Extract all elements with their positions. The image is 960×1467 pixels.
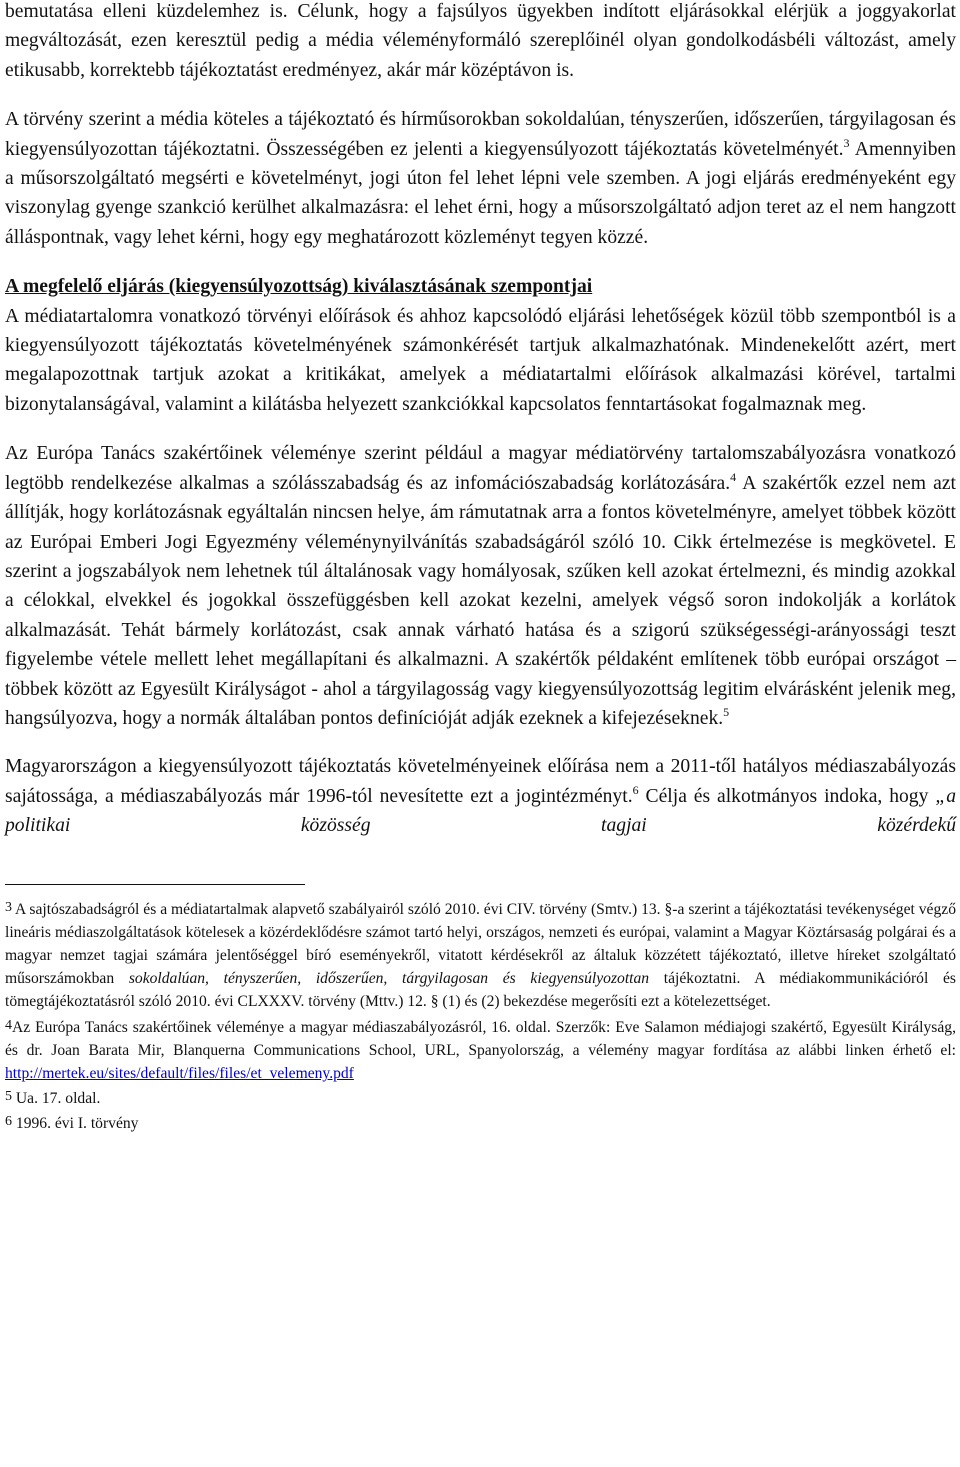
paragraph-hungary — [5, 752, 956, 840]
footnote-5 — [5, 1085, 956, 1110]
footnote-6 — [5, 1110, 956, 1135]
paragraph-criteria: A médiatartalomra vonatkozó törvényi előírások és ahhoz kapcsolódó eljárási lehetőségek közül több szempontból is a kiegyensúlyozott tájékoztatás követelményének számonkérését tartjuk alkalmazhatónak. Mindenekelőtt azért, mert megalapozottnak tartjuk azokat a kritikákat, amelyek a médiatartalmi előírások alkalmazási körével, tartalmi bizonytalanságával, valamint a kilátásba helyezett szankciókkal kapcsolatos fenntartásokat fogalmaznak meg. — [5, 305, 956, 415]
paragraph-text: Célja és alkotmányos indoka, hogy — [638, 785, 936, 807]
footnote-number: 3 — [5, 899, 12, 915]
section-heading: A megfelelő eljárás (kiegyensúlyozottság) kiválasztásának szempontjai — [5, 276, 593, 298]
paragraph-council-of-europe — [5, 439, 956, 733]
footnotes — [5, 896, 956, 1136]
paragraph-text: Magyarországon a kiegyensúlyozott tájékoztatás követelményeinek előírása nem a 2011-től hatályos médiaszabályozás sajátossága, a médiaszabályozás már 1996-tól nevesítette ezt a jogintézményt. — [5, 756, 956, 807]
footnote-4 — [5, 1014, 956, 1086]
footnote-text: tájékoztatni. A médiakommunikációról és tömegtájékoztatásról szóló 2010. évi CLXXXV. törvény (Mttv.) 12. § (1) és (2) bekezdése megerősíti ezt a kötelezettséget. — [5, 970, 956, 1011]
footnote-text: Az Európa Tanács szakértőinek véleménye a magyar médiaszabályozásról, 16. oldal. Szerzők: Eve Salamon médiajogi szakértő, Egyesült Királyság, és dr. Joan Barata Mir, Blanquerna Communications School, URL, Spanyolország, a vélemény magyar fordítása az alábbi linken érhető el: — [5, 1018, 956, 1059]
footnote-number: 4 — [5, 1017, 12, 1033]
paragraph-balanced-information — [5, 105, 956, 252]
footnote-text: A sajtószabadságról és a médiatartalmak alapvető szabályairól szóló 2010. évi CIV. törvény (Smtv.) 13. §-a szerint a tájékoztatási tevékenységet végző lineáris médiaszolgáltatások kötelesek a közérdeklődésre számot tartó helyi, országos, nemzeti és európai, valamint a Magyar Köztársaság polgárai és a magyar nemzet tagjai számára jelentőséggel bíró eseményekről, vitatott kérdésekről az általuk közzétett tájékoztató, illetve híreket szolgáltató műsorszámokban — [5, 900, 956, 988]
footnote-ref-4[interactable]: 4 — [730, 469, 737, 484]
document-page — [5, 0, 956, 1136]
paragraph-intro: bemutatása elleni küzdelemhez is. Célunk, hogy a fajsúlyos ügyekben indított eljárásokkal elérjük a joggyakorlat megváltozását, ezen keresztül pedig a média véleményformáló szereplőinél olyan gondolkodásbéli változást, amely etikusabb, korrektebb tájékoztatást eredményez, akár már középtávon is. — [5, 1, 956, 81]
footnote-number: 5 — [5, 1089, 12, 1105]
footnote-link[interactable]: http://mertek.eu/sites/default/files/files/et_velemeny.pdf — [5, 1064, 354, 1082]
footnote-italic-text: sokoldalúan, tényszerűen, időszerűen, tárgyilagosan és kiegyensúlyozottan — [128, 970, 650, 988]
paragraph-text: A szakértők ezzel nem azt állítják, hogy korlátozásnak egyáltalán nincsen helye, ám rámutatnak arra a fontos követelményre, amelyet többek között az Európai Emberi Jogi Egyezmény véleménynyilvánítás szabadságáról szóló 10. Cikk értelmezése is megkövetel. E szerint a jogszabályok nem lehetnek túl általánosak vagy homályosak, szűken kell azokat értelmezni, és mindig azokkal a célokkal, elvekkel és jogokkal összefüggésben kell azokat kezelni, amelyek végső soron indokolják a korlátok alkalmazását. Tehát bármely korlátozást, csak annak várható hatása és a szigorú szükségességi-arányossági teszt figyelembe vétele mellett lehet megállapítani és alkalmazni. A szakértők példaként említenek több európai országot – többek között az Egyesült Királyságot - ahol a tárgyilagosság vagy kiegyensúlyozottság legitim elvárásként jelenik meg, hangsúlyozva, hogy a normák általában pontos definícióját adják ezeknek a kifejezéseknek. — [5, 472, 957, 729]
footnote-3 — [5, 896, 956, 1014]
footnote-text: 1996. évi I. törvény — [12, 1115, 139, 1133]
footnote-ref-5[interactable]: 5 — [723, 704, 730, 719]
footnote-separator — [5, 884, 305, 885]
paragraph-text: A törvény szerint a média köteles a tájékoztató és hírműsorokban sokoldalúan, tényszerűen, időszerűen, tárgyilagosan és kiegyensúlyozottan tájékoztatni. Összességében ez jelenti a kiegyensúlyozott tájékoztatás követelményét. — [5, 109, 956, 160]
paragraph-text: Az Európa Tanács szakértőinek véleménye szerint például a magyar médiatörvény tartalomszabályozásra vonatkozó legtöbb rendelkezése alkalmas a szólásszabadság és az infomációszabadság korlátozására. — [5, 443, 956, 494]
footnote-text: Ua. 17. oldal. — [12, 1090, 101, 1108]
footnote-number: 6 — [5, 1114, 12, 1130]
footnote-ref-3[interactable]: 3 — [843, 135, 850, 150]
paragraph-text: Amennyiben a műsorszolgáltató megsérti e követelményt, jogi úton fel lehet lépni vele szemben. A jogi eljárás eredményeként egy viszonylag gyenge szankció kerülhet alkalmazásra: el lehet érni, hogy a műsorszolgáltató adjon teret az el nem hangzott álláspontnak, vagy lehet kérni, hogy egy meghatározott közleményt tegyen közzé. — [5, 138, 956, 248]
quoted-text: „a politikai közösség tagjai közérdekű — [5, 785, 957, 837]
footnote-ref-6[interactable]: 6 — [632, 782, 639, 797]
